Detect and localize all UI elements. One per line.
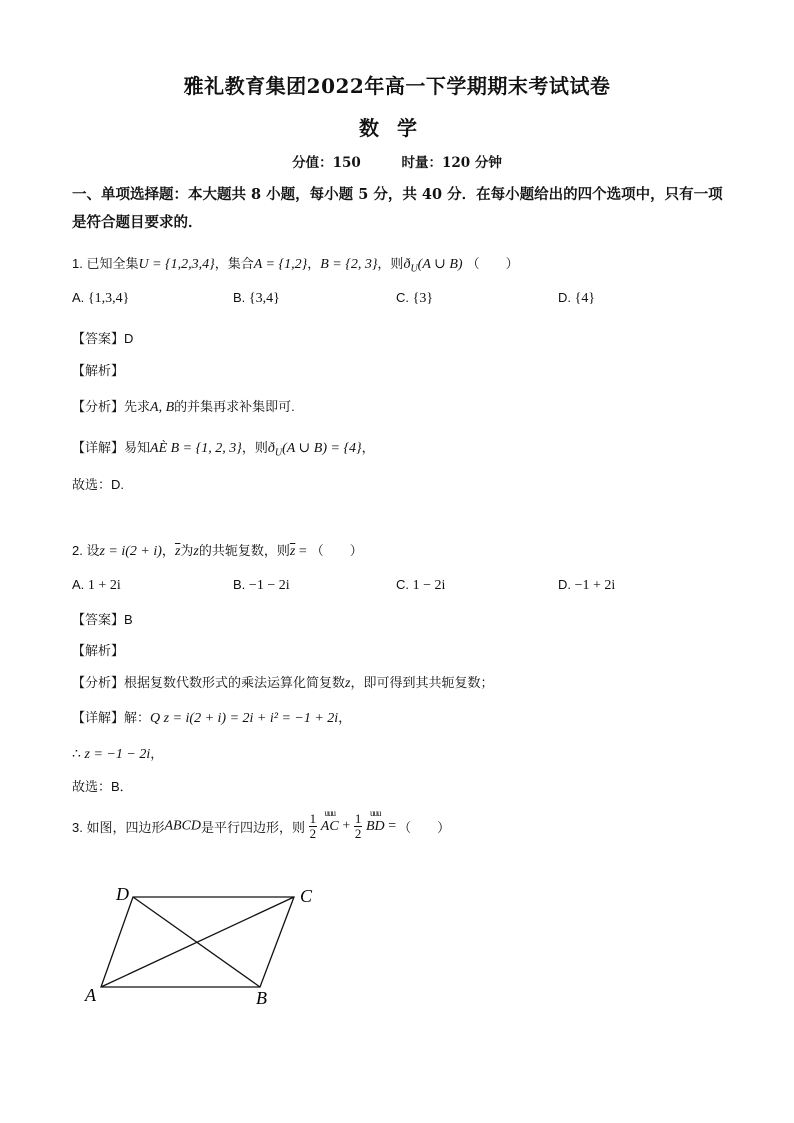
q1-detail: 【详解】易知AÈ B = {1, 2, 3}，则$ð_U(A$ ∪ B) = {4}，	[72, 440, 375, 459]
question-2: 2. 设z = i(2 + i)，$\overline{z}$为z的共轭复数，则$\overline{z}$ = （ ）	[72, 543, 363, 559]
question-3: 3. 如图，四边形ABCD是平行四边形，则 $\frac{1}{2}$ uuu AC + $\frac{1}{2}$ uuu BD = （ ）	[72, 807, 451, 841]
q2-option-d[interactable]: D. −1 + 2i	[558, 577, 616, 593]
subject-title: 数学	[359, 116, 435, 140]
question-1: 1. 已知全集U = {1,2,3,4}，集合A = {1,2}，B = {2, 3}，则$ð_U(A$ ∪ B) （ ）	[72, 256, 519, 275]
vertex-label-c: C	[300, 886, 313, 906]
vector-bd: uuu BD	[365, 807, 385, 834]
q2-fenxi: 【分析】根据复数代数形式的乘法运算化简复数z，即可得到其共轭复数；	[72, 675, 494, 691]
fraction-half-1: $\frac{1}{2}$	[309, 811, 317, 841]
q2-analysis-tag: 【解析】	[72, 643, 125, 658]
fraction-half-2: $\frac{1}{2}$	[354, 811, 362, 841]
q1-fenxi: 【分析】先求A, B的并集再求补集即可.	[72, 399, 295, 415]
section-heading: 一、单项选择题：本大题共 8 小题，每小题 5 分，共 40 分．在每小题给出的四个选项中，只有一项是符合题目要求的．	[72, 186, 723, 231]
q2-option-b[interactable]: B. −1 − 2i	[233, 577, 290, 593]
q1-answer: 【答案】D	[72, 331, 134, 346]
page-title: 雅礼教育集团2022年高一下学期期末考试试卷	[183, 74, 611, 98]
q2-choose: 故选：B．	[72, 779, 133, 794]
score-info: 分值：150	[292, 155, 361, 171]
q2-therefore: ∴ z = −1 − 2i，	[72, 746, 164, 762]
q1-analysis-tag: 【解析】	[72, 363, 125, 378]
vertex-label-d: D	[116, 884, 129, 904]
q2-option-a[interactable]: A. 1 + 2i	[72, 577, 121, 593]
q2-option-c[interactable]: C. 1 − 2i	[396, 577, 446, 593]
parallelogram-figure	[80, 880, 320, 1010]
exam-meta	[0, 151, 794, 171]
vertex-label-a: A	[85, 985, 96, 1005]
q2-answer: 【答案】B	[72, 612, 133, 627]
q1-option-d[interactable]: D. {4}	[558, 290, 596, 306]
q1-choose: 故选：D.	[72, 477, 125, 492]
q1-option-a[interactable]: A. {1,3,4}	[72, 290, 130, 306]
diagonal-bd	[133, 897, 260, 987]
time-info: 时量：120 分钟	[401, 155, 502, 171]
q2-detail: 【详解】解：Q z = i(2 + i) = 2i + i² = −1 + 2i，	[72, 710, 352, 726]
vertex-label-b: B	[256, 988, 267, 1008]
q1-option-b[interactable]: B. {3,4}	[233, 290, 280, 306]
q1-option-c[interactable]: C. {3}	[396, 290, 434, 306]
vector-ac: uuu AC	[320, 807, 339, 834]
